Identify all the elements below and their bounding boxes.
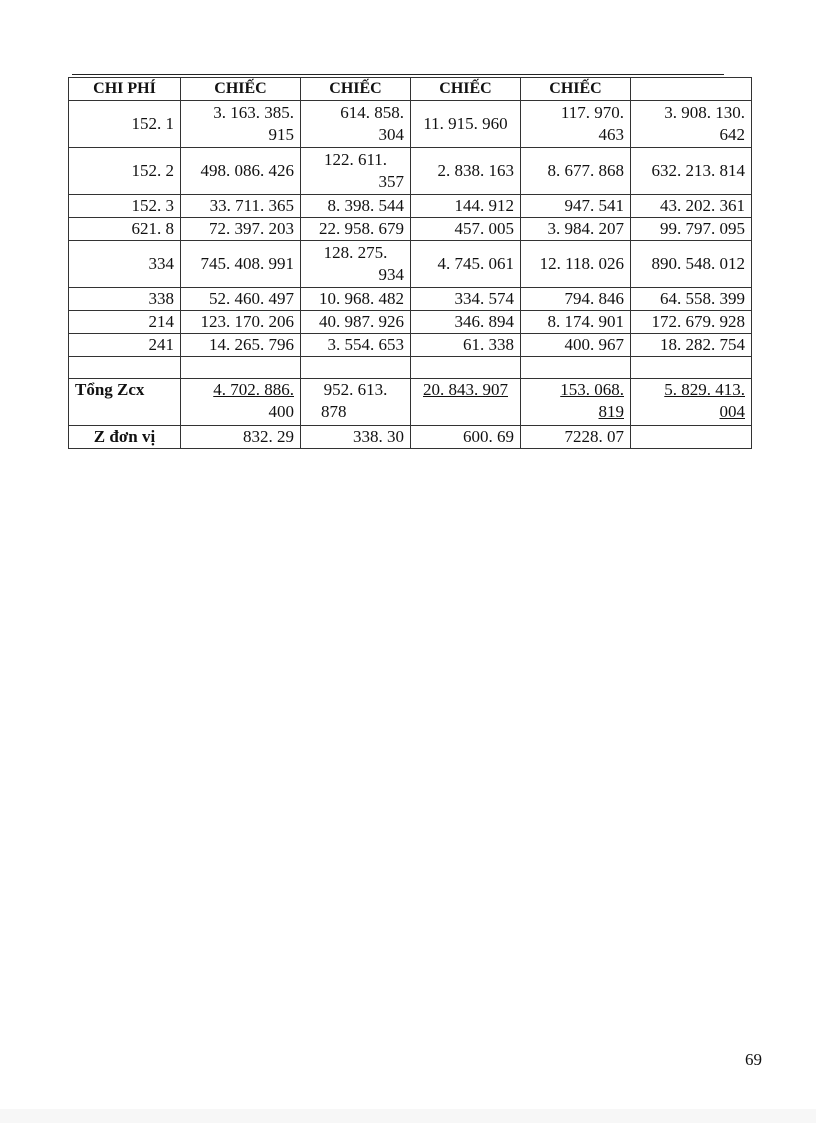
- cost-table: [68, 77, 752, 449]
- footer-band: [0, 1109, 816, 1123]
- table-cell: 10. 968. 482: [301, 288, 411, 311]
- table-cell: 457. 005: [411, 218, 521, 241]
- table-cell: [69, 357, 181, 379]
- table-cell: 20. 843. 907: [411, 379, 521, 426]
- table-cell: 8. 174. 901: [521, 311, 631, 334]
- cell-line: 819: [598, 402, 624, 421]
- table-row: [69, 288, 752, 311]
- header-cell: CHIẾC: [521, 78, 631, 101]
- table-cell: 61. 338: [411, 334, 521, 357]
- cell-line: 952. 613.: [323, 380, 388, 399]
- unit-cost-label: Z đơn vị: [69, 426, 181, 449]
- table-cell: 632. 213. 814: [631, 148, 752, 195]
- cell-line: 357: [378, 172, 404, 191]
- table-cell: 2. 838. 163: [411, 148, 521, 195]
- table-cell: 99. 797. 095: [631, 218, 752, 241]
- table-cell: 22. 958. 679: [301, 218, 411, 241]
- table-cell: [181, 379, 301, 426]
- row-label: 621. 8: [69, 218, 181, 241]
- table-cell: [521, 357, 631, 379]
- table-cell: 334. 574: [411, 288, 521, 311]
- table-cell: [631, 357, 752, 379]
- cell-line: 463: [598, 125, 624, 144]
- table-row: [69, 148, 752, 195]
- table-cell: [301, 357, 411, 379]
- table-cell: 14. 265. 796: [181, 334, 301, 357]
- cell-line: 153. 068.: [560, 380, 624, 399]
- table-cell: 4. 745. 061: [411, 241, 521, 288]
- header-cell: CHIẾC: [411, 78, 521, 101]
- cell-line: 4. 702. 886.: [213, 380, 294, 399]
- cell-line: 400: [268, 402, 294, 421]
- cell-line: 304: [378, 125, 404, 144]
- cell-line: 122. 611.: [323, 150, 388, 169]
- table-cell: [301, 101, 411, 148]
- table-cell: 43. 202. 361: [631, 195, 752, 218]
- table-cell: 498. 086. 426: [181, 148, 301, 195]
- table-cell: 18. 282. 754: [631, 334, 752, 357]
- cell-line: 004: [719, 402, 745, 421]
- table-cell: 8. 677. 868: [521, 148, 631, 195]
- unit-cost-row: [69, 426, 752, 449]
- table-cell: [301, 148, 411, 195]
- table-cell: 123. 170. 206: [181, 311, 301, 334]
- header-cell: CHIẾC: [181, 78, 301, 101]
- header-row: [69, 78, 752, 101]
- table-cell: 947. 541: [521, 195, 631, 218]
- row-label: 241: [69, 334, 181, 357]
- header-cell: [631, 78, 752, 101]
- table-cell: 11. 915. 960: [411, 101, 521, 148]
- row-label: 214: [69, 311, 181, 334]
- table-cell: 794. 846: [521, 288, 631, 311]
- cell-line: 642: [719, 125, 745, 144]
- table-cell: 33. 711. 365: [181, 195, 301, 218]
- table-row: [69, 334, 752, 357]
- row-label: 152. 3: [69, 195, 181, 218]
- table-cell: [411, 357, 521, 379]
- total-row: [69, 379, 752, 426]
- table-row: [69, 101, 752, 148]
- table-cell: [631, 426, 752, 449]
- table-cell: 346. 894: [411, 311, 521, 334]
- row-label: 152. 1: [69, 101, 181, 148]
- header-cell: CHIẾC: [301, 78, 411, 101]
- table-cell: 600. 69: [411, 426, 521, 449]
- table-row: [69, 195, 752, 218]
- header-cell: CHI PHÍ: [69, 78, 181, 101]
- table-cell: 64. 558. 399: [631, 288, 752, 311]
- table-cell: [301, 241, 411, 288]
- row-label: 334: [69, 241, 181, 288]
- table-cell: [521, 379, 631, 426]
- table-cell: 12. 118. 026: [521, 241, 631, 288]
- table-cell: 890. 548. 012: [631, 241, 752, 288]
- row-label: 338: [69, 288, 181, 311]
- empty-row: [69, 357, 752, 379]
- table-row: [69, 241, 752, 288]
- cell-line: 5. 829. 413.: [664, 380, 745, 399]
- table-cell: 400. 967: [521, 334, 631, 357]
- table-cell: 3. 984. 207: [521, 218, 631, 241]
- table-cell: 144. 912: [411, 195, 521, 218]
- table-cell: 52. 460. 497: [181, 288, 301, 311]
- table-row: [69, 311, 752, 334]
- table-cell: [181, 357, 301, 379]
- table-cell: 338. 30: [301, 426, 411, 449]
- table-cell: 3. 554. 653: [301, 334, 411, 357]
- page-number: 69: [745, 1050, 762, 1069]
- table-cell: [301, 379, 411, 426]
- top-rule: [72, 74, 724, 75]
- table-cell: 832. 29: [181, 426, 301, 449]
- table-cell: 72. 397. 203: [181, 218, 301, 241]
- table-cell: [181, 101, 301, 148]
- cell-line: 934: [378, 265, 404, 284]
- table-cell: 745. 408. 991: [181, 241, 301, 288]
- table-cell: [631, 379, 752, 426]
- cell-line: 3. 163. 385.: [213, 103, 294, 122]
- row-label: 152. 2: [69, 148, 181, 195]
- cell-line: 878: [321, 402, 347, 421]
- table-cell: 172. 679. 928: [631, 311, 752, 334]
- cell-line: 117. 970.: [560, 103, 624, 122]
- table-row: [69, 218, 752, 241]
- cell-line: 128. 275.: [323, 243, 388, 262]
- table-cell: 8. 398. 544: [301, 195, 411, 218]
- table-cell: 7228. 07: [521, 426, 631, 449]
- total-label: Tổng Zcx: [69, 379, 181, 426]
- table-cell: [521, 101, 631, 148]
- cell-line: 915: [268, 125, 294, 144]
- cell-line: 3. 908. 130.: [664, 103, 745, 122]
- table-cell: [631, 101, 752, 148]
- cell-line: 614. 858.: [340, 103, 404, 122]
- table-cell: 40. 987. 926: [301, 311, 411, 334]
